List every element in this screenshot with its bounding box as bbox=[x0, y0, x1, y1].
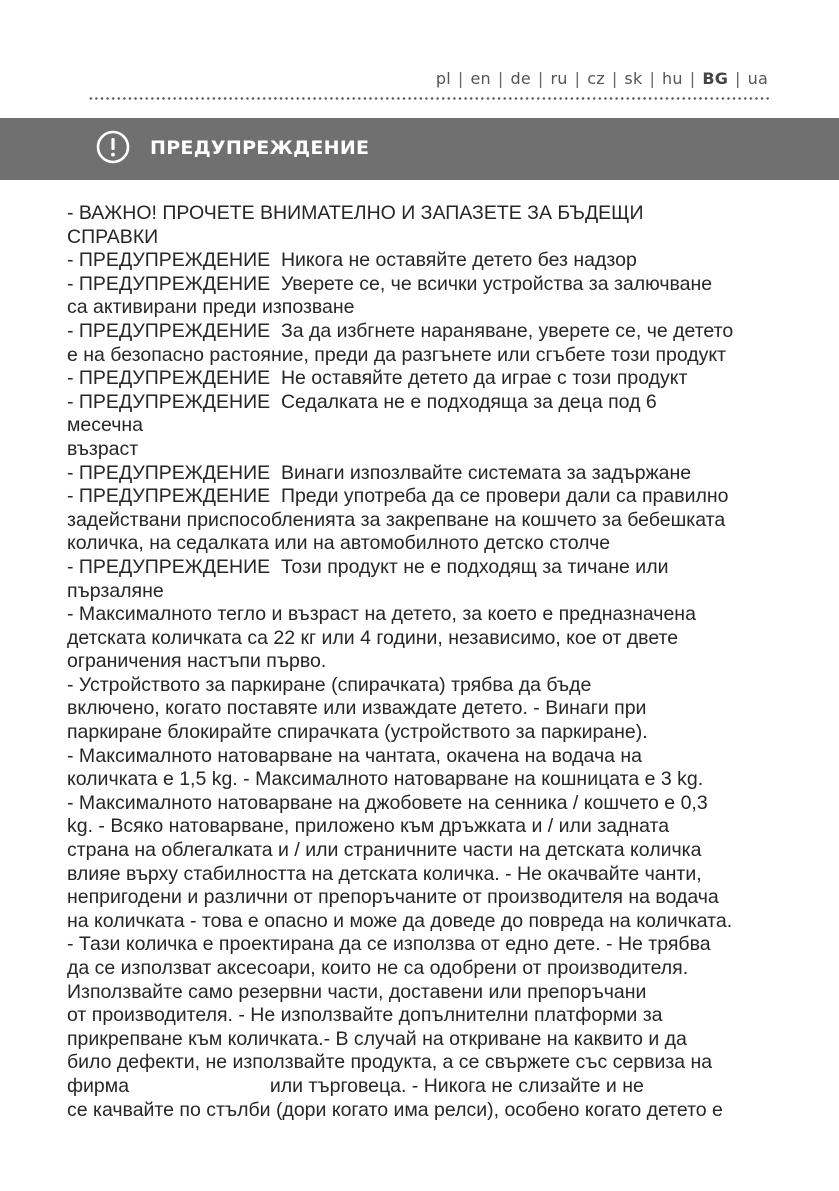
text-line: - Максималното натоварване на чантата, окачена на водача на bbox=[67, 744, 642, 767]
text-line: количка, на седалката или на автомобилното детско столче bbox=[67, 532, 611, 555]
language-link-ua[interactable]: ua bbox=[747, 69, 768, 88]
text-line: фирма или търговеца. - Никога не слизайте и не bbox=[67, 1074, 644, 1097]
warning-title: ПРЕДУПРЕЖДЕНИЕ bbox=[150, 137, 370, 159]
text-line: е на безопасно растояние, преди да разгънете или сгъбете този продукт bbox=[67, 343, 727, 366]
text-line: - Устройството за паркиране (спирачката) трябва да бъде bbox=[67, 673, 592, 696]
language-separator: | bbox=[537, 69, 544, 88]
text-line: паркиране блокирайте спирачката (устройството за паркиране). bbox=[67, 721, 648, 744]
text-line: - Максималното тегло и възраст на детето, за което е предназначена bbox=[67, 603, 696, 626]
text-line: се качвайте по стълби (дори когато има релси), особено когато детето е bbox=[67, 1098, 723, 1121]
language-separator: | bbox=[689, 69, 696, 88]
text-line: - ПРЕДУПРЕЖДЕНИЕ Този продукт не е подходящ за тичане или bbox=[67, 555, 669, 578]
language-link-ru[interactable]: ru bbox=[550, 69, 568, 88]
dotted-divider bbox=[88, 97, 772, 100]
language-selector bbox=[436, 69, 768, 88]
text-line: на количката - това е опасно и може да доведе до повреда на количката. bbox=[67, 909, 733, 932]
text-line: - ПРЕДУПРЕЖДЕНИЕ За да избгнете нараняване, уверете се, че детето bbox=[67, 319, 734, 342]
warning-banner bbox=[0, 118, 839, 180]
text-line: включено, когато поставяте или изваждате детето. - Винаги при bbox=[67, 697, 647, 720]
text-line: от производителя. - Не използвайте допълнителни платформи за bbox=[67, 1004, 663, 1027]
language-link-en[interactable]: en bbox=[470, 69, 491, 88]
text-line: - ПРЕДУПРЕЖДЕНИЕ Никога не оставяйте детето без надзор bbox=[67, 249, 637, 272]
text-line: - ВАЖНО! ПРОЧЕТЕ ВНИМАТЕЛНО И ЗАПАЗЕТЕ ЗА БЪДЕЩИ bbox=[67, 202, 644, 224]
text-line: количката е 1,5 kg. - Максималното натоварване на кошницата е 3 kg. bbox=[67, 768, 704, 791]
language-link-bg[interactable]: BG bbox=[702, 69, 729, 88]
text-line: прикрепване към количката.- В случай на откриване на каквито и да bbox=[67, 1027, 687, 1050]
language-link-sk[interactable]: sk bbox=[624, 69, 643, 88]
text-line: страна на облегалката и / или страничните части на детската количка bbox=[67, 839, 702, 862]
text-line: ограничения настъпи първо. bbox=[67, 650, 327, 673]
language-link-cz[interactable]: cz bbox=[587, 69, 605, 88]
language-link-hu[interactable]: hu bbox=[662, 69, 683, 88]
text-line: - ПРЕДУПРЕЖДЕНИЕ Преди употреба да се провери дали са правилно bbox=[67, 485, 729, 508]
text-line: възраст bbox=[67, 437, 139, 460]
warning-text-body bbox=[67, 202, 797, 1122]
text-line: Използвайте само резервни части, доставени или препоръчани bbox=[67, 980, 647, 1003]
text-line: СПРАВКИ bbox=[67, 225, 159, 248]
exclamation-circle-icon bbox=[96, 130, 130, 164]
text-line: непригодени и различни от препоръчаните от производителя на водача bbox=[67, 886, 719, 909]
text-line: задействани приспособленията за закрепване на кошчето за бебешката bbox=[67, 508, 726, 531]
text-line: са активирани преди изпозване bbox=[67, 296, 355, 319]
language-separator: | bbox=[735, 69, 741, 88]
text-line: било дефекти, не използвайте продукта, а се свържете със сервиза на bbox=[67, 1051, 713, 1074]
text-line: месечна bbox=[67, 414, 143, 437]
text-line: - Максималното натоварване на джобовете на сенника / кошчето е 0,3 bbox=[67, 791, 708, 814]
text-line: детската количката са 22 кг или 4 години, независимо, кое от двете bbox=[67, 626, 679, 649]
text-line: пързаляне bbox=[67, 579, 164, 602]
text-line: - ПРЕДУПРЕЖДЕНИЕ Седалката не е подходяща за деца под 6 bbox=[67, 390, 657, 413]
language-separator: | bbox=[497, 69, 504, 88]
language-separator: | bbox=[574, 69, 581, 88]
text-line: kg. - Всяко натоварване, приложено към дръжката и / или задната bbox=[67, 815, 670, 838]
language-link-pl[interactable]: pl bbox=[435, 69, 451, 88]
text-line: - ПРЕДУПРЕЖДЕНИЕ Уверете се, че всички устройства за залючване bbox=[67, 272, 713, 295]
text-line: - ПРЕДУПРЕЖДЕНИЕ Не оставяйте детето да играе с този продукт bbox=[67, 367, 688, 390]
text-line: - Тази количка е проектирана да се използва от едно дете. - Не трябва bbox=[67, 933, 711, 956]
language-separator: | bbox=[649, 69, 656, 88]
text-line: - ПРЕДУПРЕЖДЕНИЕ Винаги изпозлвайте системата за задържане bbox=[67, 461, 692, 484]
language-link-de[interactable]: de bbox=[510, 69, 531, 88]
text-line: влияе върху стабилността на детската количка. - Не окачвайте чанти, bbox=[67, 862, 702, 885]
language-separator: | bbox=[457, 69, 464, 88]
text-line: да се използват аксесоари, които не са одобрени от производителя. bbox=[67, 957, 689, 979]
language-separator: | bbox=[611, 69, 618, 88]
